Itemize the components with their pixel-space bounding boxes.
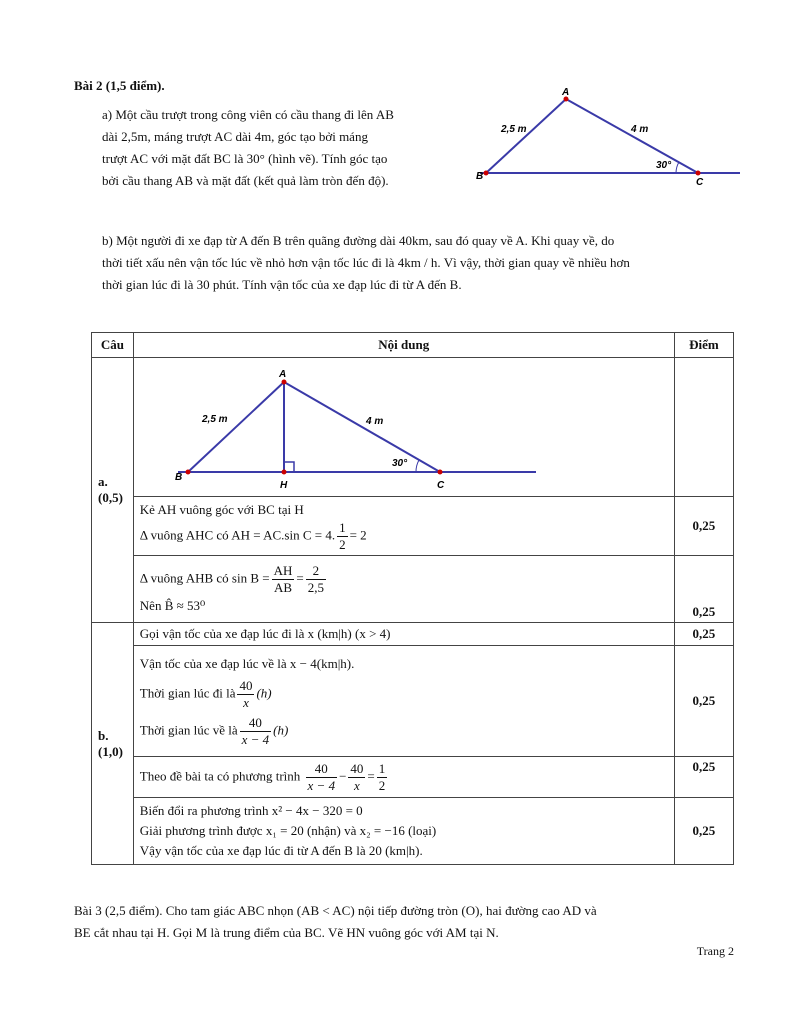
solution-step-sinb: Δ vuông AHB có sin B = $\frac{AH}{AB}$ = $\frac{2}{2,5}$ Nên B̂ ≈ 53⁰ [133, 556, 674, 623]
point-a [281, 380, 286, 385]
solution-figure-cell [133, 358, 674, 497]
solution-step-ah: Kẻ AH vuông góc với BC tại H Δ vuông AHC có AH = AC.sin C = 4. $\frac{1}{2}$ = 2 [133, 497, 674, 556]
label-ab-length: 2,5 m [501, 124, 527, 135]
angle-arc [676, 162, 679, 173]
segment-ac [284, 382, 440, 472]
page-number: Trang 2 [696, 944, 734, 958]
score-cell: 0,25 [674, 798, 733, 865]
score-cell: 0,25 [674, 497, 733, 556]
segment-ab [486, 99, 566, 173]
table-row [92, 623, 734, 646]
solution-step-variable: Gọi vận tốc của xe đạp lúc đi là x (km|h) (x > 4) [133, 623, 674, 646]
label-angle: 30° [656, 160, 672, 171]
score-cell: 0,25 [674, 556, 733, 623]
point-b [484, 171, 489, 176]
label-h: H [279, 480, 288, 491]
point-c [696, 171, 701, 176]
label-a: A [562, 87, 570, 98]
label-a: A [278, 369, 287, 380]
problem-3-line-1: Bài 3 (2,5 điểm). Cho tam giác ABC nhọn (AB < AC) nội tiếp đường tròn (O), hai đường cao AD và [74, 903, 597, 918]
label-c: C [696, 177, 704, 188]
table-row [92, 757, 734, 798]
part-a-line-4: bởi cầu thang AB và mặt đất (kết quả làm tròn đến độ). [102, 173, 389, 188]
table-row [92, 646, 734, 757]
part-a-label: a. (0,5) [92, 358, 134, 623]
solution-triangle-figure [134, 358, 674, 492]
solution-step-solve: Biến đổi ra phương trình x² − 4x − 320 = 0 Giải phương trình được x₁ = 20 (nhận) và x₂ = −16 (loại) Vậy vận tốc của xe đạp lúc đi từ A đến B là 20 (km|h). [133, 798, 674, 865]
segment-ac [566, 99, 698, 173]
score-cell: 0,25 [674, 646, 733, 757]
part-b-line-1: b) Một người đi xe đạp từ A đến B trên quãng đường dài 40km, sau đó quay về A. Khi quay về, do [102, 233, 615, 248]
point-h [281, 470, 286, 475]
table-row [92, 358, 734, 497]
score-cell: 0,25 [674, 623, 733, 646]
header-diem: Điểm [674, 333, 733, 358]
problem-2-title: Bài 2 (1,5 điểm). [74, 78, 165, 93]
header-noi-dung: Nội dung [133, 333, 674, 358]
problem-3-text [74, 900, 744, 944]
label-ab-length: 2,5 m [201, 414, 228, 425]
table-row [92, 798, 734, 865]
label-b: B [174, 472, 183, 483]
part-a-line-2: dài 2,5m, máng trượt AC dài 4m, góc tạo bởi máng [102, 129, 368, 144]
label-b: B [476, 171, 484, 182]
solution-step-times: Vận tốc của xe đạp lúc về là x − 4(km|h). Thời gian lúc đi là $\frac{40}{x}$ (h) Thời gian lúc về là $\frac{40}{x - 4}$ (h) [133, 646, 674, 757]
label-ac-length: 4 m [631, 124, 649, 135]
part-b-text [102, 230, 742, 296]
angle-arc [416, 460, 419, 472]
label-ac-length: 4 m [365, 416, 384, 427]
solution-step-equation: Theo đề bài ta có phương trình $\frac{40}{x - 4}$ − $\frac{40}{x}$ = $\frac{1}{2}$ [133, 757, 674, 798]
part-b-line-3: thời gian lúc đi là 30 phút. Tính vận tốc của xe đạp lúc đi từ A đến B. [102, 277, 462, 292]
slide-triangle-figure [470, 84, 750, 194]
problem-3-line-2: BE cắt nhau tại H. Gọi M là trung điểm của BC. Vẽ HN vuông góc với AM tại N. [74, 925, 499, 940]
solution-table [91, 332, 734, 865]
point-c [437, 470, 442, 475]
score-empty [674, 358, 733, 497]
score-cell: 0,25 [674, 757, 733, 798]
part-b-label: b. (1,0) [92, 623, 134, 865]
label-c: C [436, 480, 445, 491]
table-row [92, 556, 734, 623]
part-b-line-2: thời tiết xấu nên vận tốc lúc về nhỏ hơn vận tốc lúc đi là 4km / h. Vì vậy, thời gian quay về nhiều hơn [102, 255, 630, 270]
part-a-text [102, 104, 462, 192]
table-header-row [92, 333, 734, 358]
segment-ab [188, 382, 284, 472]
label-angle: 30° [391, 458, 407, 469]
table-row [92, 497, 734, 556]
part-a-line-3: trượt AC với mặt đất BC là 30° (hình vẽ). Tính góc tạo [102, 151, 388, 166]
part-a-line-1: a) Một cầu trượt trong công viên có cầu thang đi lên AB [102, 107, 394, 122]
header-cau: Câu [92, 333, 134, 358]
point-b [185, 470, 190, 475]
